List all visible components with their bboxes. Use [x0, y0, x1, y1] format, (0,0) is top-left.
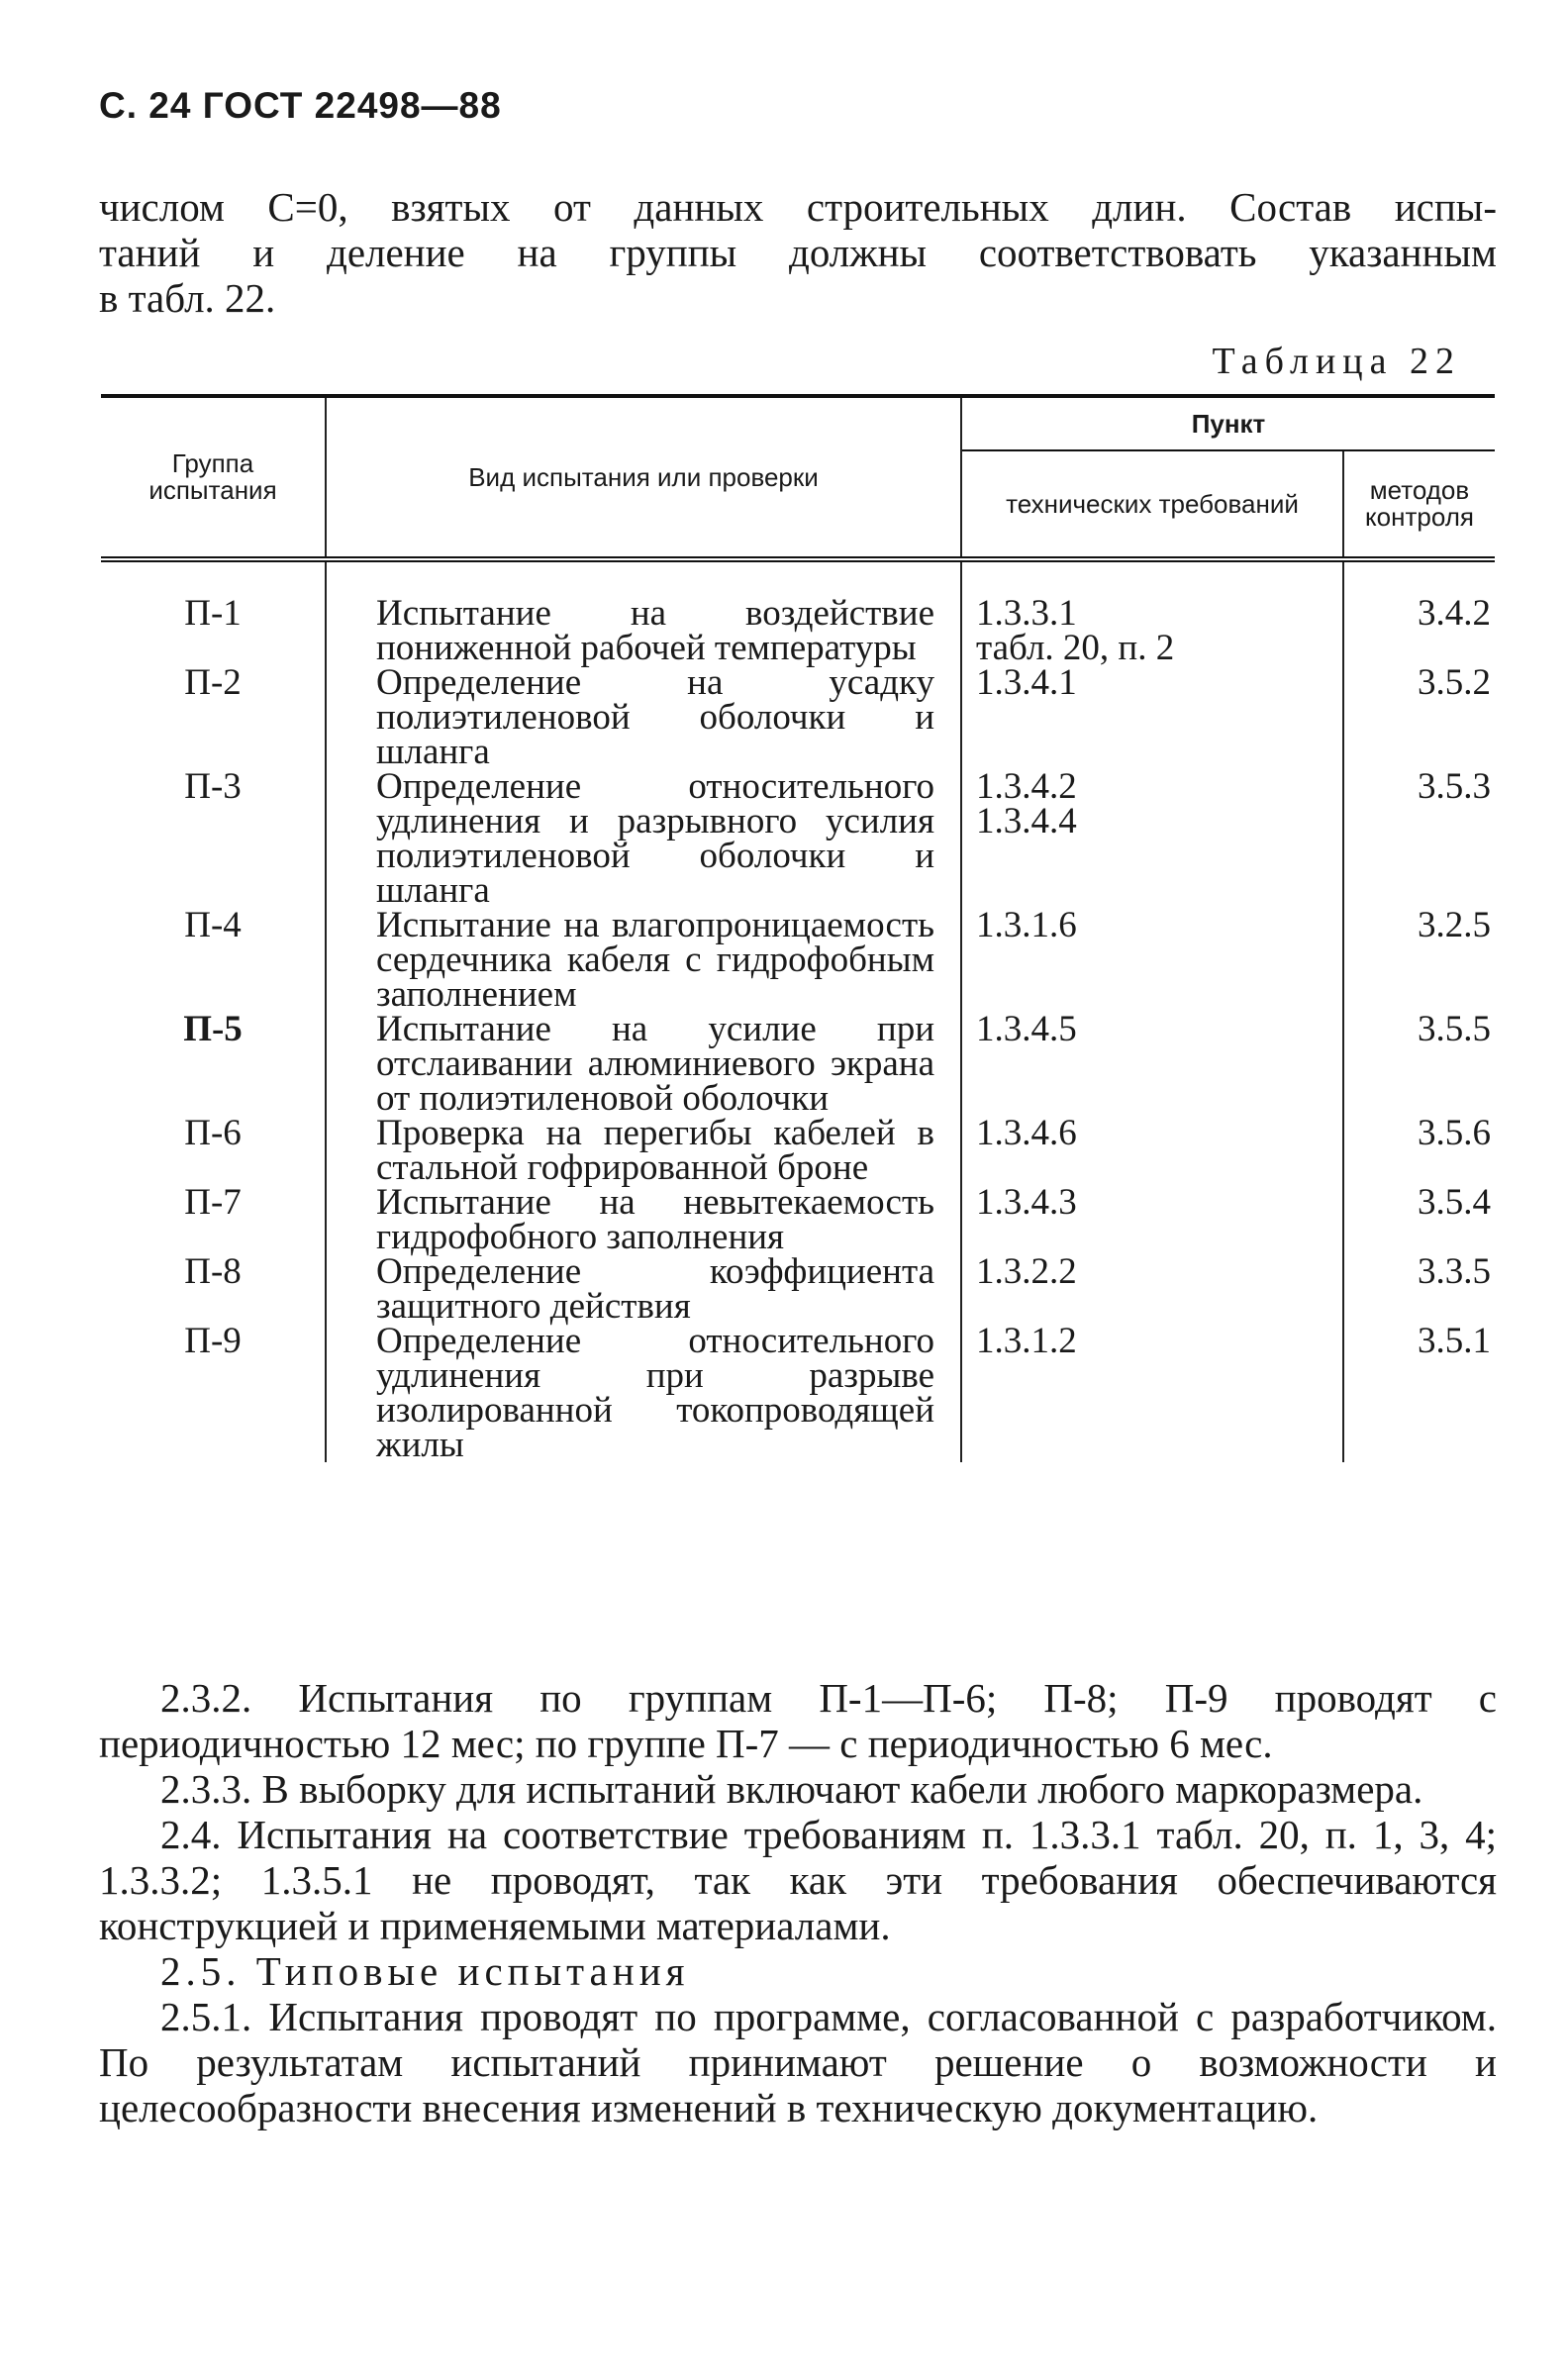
table-row — [101, 596, 1495, 665]
test-cell: Испытание на влагопроницаемость сердечника кабеля с гидрофобным заполнением — [326, 908, 961, 1012]
table-row — [101, 1116, 1495, 1185]
req-value: 1.3.4.1 — [976, 662, 1077, 703]
table-22 — [101, 394, 1495, 1465]
paragraph-2-5-1: 2.5.1. Испытания проводят по программе, согласованной с разработчиком. По результатам испытаний принимают решение о возможности и целесообразности внесения изменений в техническую документацию. — [99, 1994, 1497, 2130]
test-cell: Испытание на усилие при отслаивании алюминиевого экрана от полиэтиленовой оболочки — [326, 1012, 961, 1116]
paragraph-2-5: 2.5. Типовые испытания — [160, 1948, 690, 1994]
requirements-cell — [961, 1009, 1343, 1116]
requirements-cell — [961, 593, 1343, 668]
requirements-cell — [961, 1182, 1343, 1254]
req-value: 1.3.4.6 — [976, 1113, 1077, 1153]
group-cell: П-3 — [184, 766, 242, 807]
methods-cell: 3.5.5 — [1343, 1012, 1495, 1116]
paragraph-2-3-2: 2.3.2. Испытания по группам П-1—П-6; П-8; П-9 проводят с периодичностью 12 мес; по группе П-7 — с периодичностью 6 мес. — [99, 1675, 1497, 1766]
group-cell: П-1 — [184, 593, 242, 634]
group-cell: П-6 — [184, 1113, 242, 1153]
requirements-cell — [961, 766, 1343, 908]
req-value: 1.3.4.3 — [976, 1182, 1077, 1223]
req-value: 1.3.4.5 — [976, 1009, 1077, 1049]
test-cell: Определение относительного удлинения и разрывного усилия полиэтиленовой оболочки и шланга — [326, 769, 961, 908]
methods-cell: 3.5.1 — [1343, 1324, 1495, 1462]
group-cell: П-9 — [184, 1321, 242, 1361]
methods-cell: 3.5.2 — [1343, 665, 1495, 769]
requirements-cell — [961, 662, 1343, 769]
intro-line-1: числом С=0, взятых от данных строительных длин. Состав испы- — [99, 184, 1497, 230]
req-value: 1.3.4.2 — [976, 766, 1077, 807]
table-row — [101, 769, 1495, 908]
requirements-cell — [961, 1251, 1343, 1324]
table-row — [101, 908, 1495, 1012]
test-cell: Определение относительного удлинения при разрыве изолированной токопроводящей жилы — [326, 1324, 961, 1462]
requirements-cell — [961, 905, 1343, 1012]
group-cell: П-8 — [184, 1251, 242, 1292]
methods-cell: 3.2.5 — [1343, 908, 1495, 1012]
header-clause: Пункт — [961, 396, 1495, 450]
paragraph-2-3-3: 2.3.3. В выборку для испытаний включают кабели любого маркоразмера. — [160, 1766, 1423, 1812]
header-group: Группа испытания — [101, 396, 326, 559]
req-value: 1.3.1.6 — [976, 905, 1077, 945]
req-value: 1.3.4.4 — [976, 801, 1077, 841]
body-text — [99, 1675, 1497, 2130]
requirements-cell — [961, 1321, 1343, 1462]
group-cell: П-2 — [184, 662, 242, 703]
test-cell: Испытание на невытекаемость гидрофобного заполнения — [326, 1185, 961, 1254]
test-cell: Проверка на перегибы кабелей в стальной гофрированной броне — [326, 1116, 961, 1185]
methods-cell: 3.4.2 — [1343, 596, 1495, 665]
header-test: Вид испытания или проверки — [326, 396, 961, 559]
requirements-cell — [961, 1113, 1343, 1185]
methods-cell: 3.3.5 — [1343, 1254, 1495, 1324]
table-row — [101, 1012, 1495, 1116]
intro-line-3: в табл. 22. — [99, 275, 276, 321]
paragraph-2-4: 2.4. Испытания на соответствие требованиям п. 1.3.3.1 табл. 20, п. 1, 3, 4; 1.3.3.2; 1.3.5.1 не проводят, так как эти требования обеспечиваются конструкцией и применяемыми материалами. — [99, 1812, 1497, 1948]
test-cell: Испытание на воздействие пониженной рабочей температуры — [326, 596, 961, 665]
req-value: 1.3.2.2 — [976, 1251, 1077, 1292]
group-cell: П-5 — [183, 1009, 243, 1049]
req-value: 1.3.1.2 — [976, 1321, 1077, 1361]
test-cell: Определение на усадку полиэтиленовой оболочки и шланга — [326, 665, 961, 769]
table-caption: Таблица 22 — [1212, 341, 1461, 382]
table-row — [101, 1185, 1495, 1254]
header-methods: методов контроля — [1343, 450, 1495, 559]
methods-cell: 3.5.3 — [1343, 769, 1495, 908]
table-row — [101, 1324, 1495, 1462]
table-row — [101, 1254, 1495, 1324]
table-row — [101, 665, 1495, 769]
page-header: С. 24 ГОСТ 22498—88 — [99, 85, 502, 126]
test-cell: Определение коэффициента защитного действия — [326, 1254, 961, 1324]
methods-cell: 3.5.6 — [1343, 1116, 1495, 1185]
group-cell: П-7 — [184, 1182, 242, 1223]
group-cell: П-4 — [184, 905, 242, 945]
intro-line-2: таний и деление на группы должны соответствовать указанным — [99, 230, 1497, 275]
methods-cell: 3.5.4 — [1343, 1185, 1495, 1254]
req-value: 1.3.3.1 — [976, 593, 1077, 634]
req-value: табл. 20, п. 2 — [976, 628, 1175, 668]
intro-paragraph — [99, 184, 1497, 321]
header-requirements: технических требований — [961, 450, 1343, 559]
